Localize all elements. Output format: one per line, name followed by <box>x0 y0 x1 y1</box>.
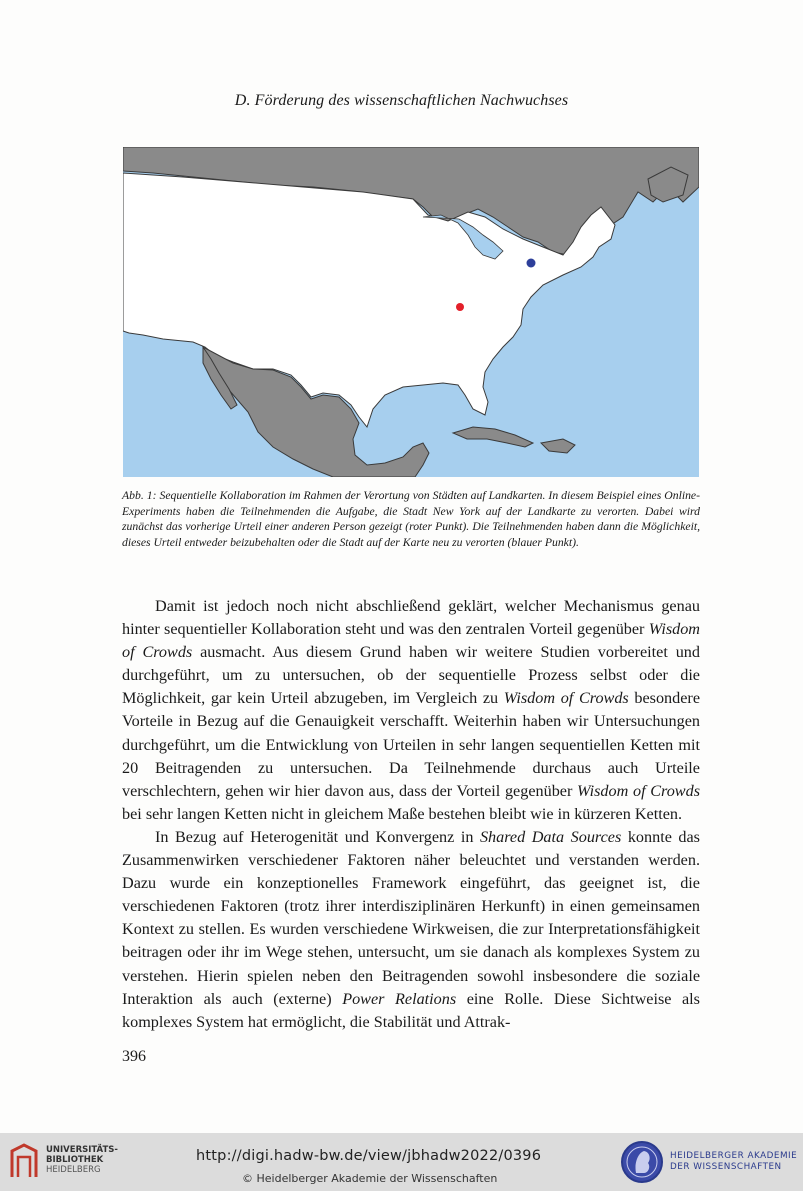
italic-term: Power Relations <box>342 989 457 1008</box>
text-run: eine Rolle. Diese Sichtweise als komplexes System hat ermöglicht, die Stabilität und Attrak- <box>122 989 700 1031</box>
ub-name-line: UNIVERSITÄTS- <box>46 1145 118 1155</box>
footer-bar <box>0 1133 803 1191</box>
academy-seal-icon <box>620 1139 664 1185</box>
prior-judgment-point <box>456 303 464 311</box>
text-run: Damit ist jedoch noch nicht abschließend geklärt, welcher Mechanismus genau hinter sequentieller Kollaboration steht und was den zentralen Vorteil gegenüber <box>122 597 700 639</box>
ub-name-line: BIBLIOTHEK <box>46 1155 104 1165</box>
caption-text: Abb. 1: Sequentielle Kollaboration im Rahmen der Verortung von Städten auf Landkarten. In diesem Beispiel eines Online-Experiments haben die Teilnehmenden die Aufgabe, die Stadt New York auf der Landkarte zu verorten. Dabei wird zunächst das vorherige Urteil einer anderen Person gezeigt (roter Punkt). Die Teilnehmenden haben dann die Möglichkeit, dieses Urteil entweder beizubehalten oder die Stadt auf der Karte neu zu verorten (blauer Punkt). <box>122 489 700 549</box>
text-run: In Bezug auf Heterogenität und Konvergenz in <box>155 827 480 846</box>
italic-term: Wisdom of Crowds <box>122 620 700 662</box>
page-number: 396 <box>122 1048 146 1065</box>
text-run: besondere Vorteile in Bezug auf die Genauigkeit verschafft. Weiterhin haben wir Untersuchungen durchgeführt, um die Entwicklung von Urteilen in sehr langen sequentiellen Ketten mit 20 Beitragenden zu untersuchen. Da Teilnehmende durchaus auch Urteile verschlechtern, gehen wir hier davon aus, dass der Vorteil gegenüber <box>122 689 701 800</box>
running-head: D. Förderung des wissenschaftlichen Nachwuchses <box>234 92 569 109</box>
text-run: konnte das Zusammenwirken verschiedener Faktoren näher beleuchtet und verstanden werden. Dazu wurde ein konzeptionelles Framework eingeführt, das geeignet ist, die verschiedenen Faktoren (trotz ihrer interdisziplinären Herkunft) in einen gemeinsamen Kontext zu stellen. Es wurden verschiedene Wirkweisen, die zur Interpretationsfähigkeit beitragen oder ihr im Wege stehen, untersucht, um sie danach als komplexes System zu verstehen. Hierin spielen neben den Beitragenden sowohl insbesondere die soziale Interaktion als auch (externe) <box>122 827 700 1008</box>
academy-name-line: HEIDELBERGER AKADEMIE <box>670 1151 798 1161</box>
academy-name-line: DER WISSENSCHAFTEN <box>670 1162 782 1172</box>
figure-map <box>123 147 699 477</box>
italic-term: Shared Data Sources <box>479 827 622 846</box>
paragraph-2 <box>122 826 700 1034</box>
copyright-notice: © Heidelberger Akademie der Wissenschaften <box>242 1172 498 1185</box>
italic-term: Wisdom of Crowds <box>503 689 629 708</box>
university-library-logo-icon <box>8 1143 40 1179</box>
italic-term: Wisdom of Crowds <box>577 781 701 800</box>
text-run: ausmacht. Aus diesem Grund haben wir weitere Studien vorbereitet und durchgeführt, um zu untersuchen, ob der sequentielle Prozess selbst oder die Möglichkeit, gar kein Urteil abzugeben, im Vergleich zu <box>122 643 700 708</box>
ub-name-line: HEIDELBERG <box>46 1165 101 1175</box>
university-library-name <box>46 1145 118 1175</box>
us-map <box>123 147 699 477</box>
body-text <box>122 595 700 1034</box>
new-judgment-point <box>527 259 536 268</box>
academy-name <box>670 1151 797 1173</box>
text-run: bei sehr langen Ketten nicht in gleichem Maße bestehen bleibt wie in kürzeren Ketten. <box>122 804 683 823</box>
paragraph-1 <box>122 595 700 826</box>
figure-caption <box>122 488 700 550</box>
permalink-url[interactable]: http://digi.hadw-bw.de/view/jbhadw2022/0396 <box>196 1148 542 1164</box>
